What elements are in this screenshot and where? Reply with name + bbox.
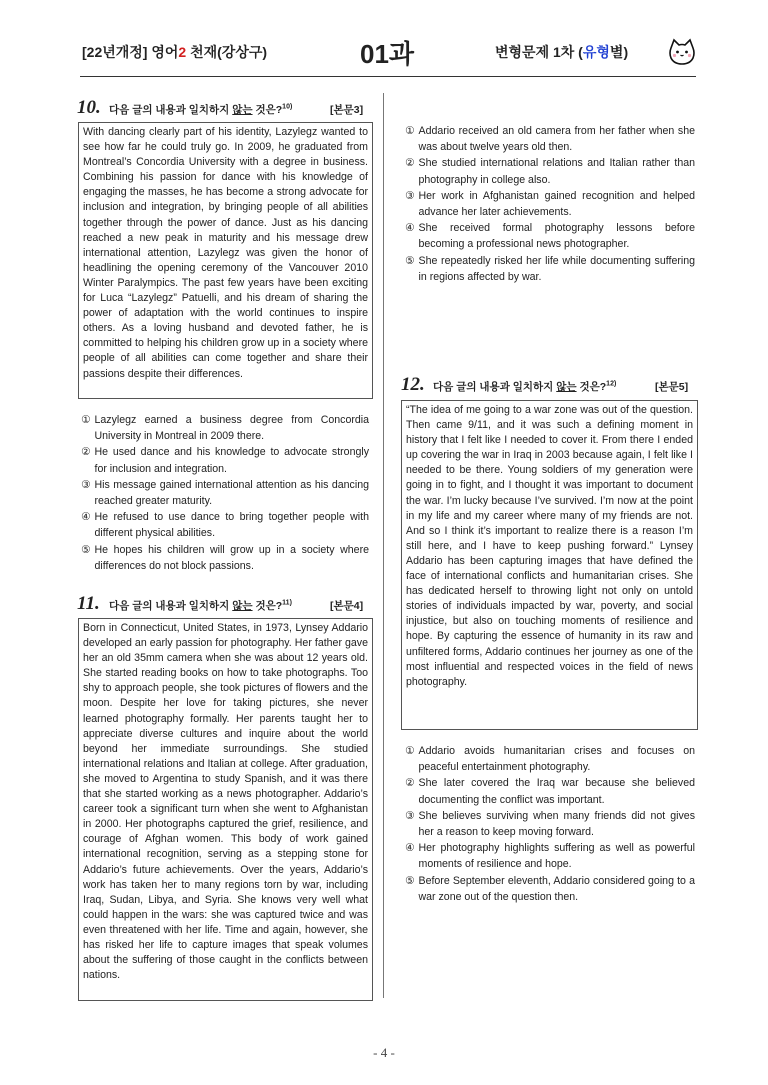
option-3[interactable] — [405, 808, 695, 840]
option-3[interactable] — [81, 477, 369, 509]
option-marker: ④ — [405, 842, 415, 855]
course-label-number: 2 — [178, 44, 187, 60]
question-11-heading — [77, 593, 377, 617]
option-text: Before September eleventh, Addario considered going to a war zone out of the question then. — [418, 874, 695, 903]
option-text: Addario avoids humanitarian crises and focuses on peaceful entertainment photography. — [418, 745, 695, 774]
prompt-pre: 다음 글의 내용과 일치하지 — [109, 600, 233, 612]
question-source: [본문4] — [330, 600, 364, 612]
option-marker: ① — [405, 125, 415, 137]
question-12-options — [405, 743, 695, 905]
question-prompt — [109, 102, 292, 117]
prompt-pre: 다음 글의 내용과 일치하지 — [433, 381, 557, 393]
course-label-pre: [22년개정] 영어 — [82, 44, 179, 60]
question-source: [본문3] — [330, 104, 364, 116]
option-2[interactable] — [405, 155, 695, 187]
option-text: Addario received an old camera from her father when she was about twelve years old then. — [418, 125, 695, 154]
course-label-post: 천재(강상구) — [186, 44, 268, 60]
option-text: Lazylegz earned a business degree from Concordia University in Montreal in 2009 there. — [94, 414, 369, 443]
option-marker: ① — [405, 745, 415, 757]
worksheet-type-pre: 변형문제 1차 ( — [495, 44, 583, 60]
prompt-pre: 다음 글의 내용과 일치하지 — [109, 104, 233, 116]
option-marker: ② — [405, 157, 415, 170]
prompt-post: 것은? — [576, 381, 607, 393]
option-5[interactable] — [405, 873, 695, 905]
option-text: He hopes his children will grow up in a society where differences do not block passions. — [94, 543, 369, 572]
option-5[interactable] — [81, 542, 369, 574]
option-marker: ① — [81, 414, 91, 426]
question-10-passage: With dancing clearly part of his identity, Lazylegz wanted to see how far he could truly go. In 2009, he graduated from Montreal’s Concordia University with a degree in business. Combining his passion for dance with his knowledge of engaging the masses, he has become a strong advocate for inclusion and integration, by bringing people of all abilities together through the power of dance. Just as his dancing reached a new peak in maturity and his message drew international attention, Lazylegz was given the honor of headlining the opening ceremony of the Vancouver 2010 Winter Paralympics. The past few years have been exciting for Luca “Lazylegz” Patuelli, and his dream of sharing the power of adaptation with the world continues to inspire others. As a loving husband and devoted father, he is committed to helping his children grow up in a society where people of all abilities can come together and share their passions despite their differences. — [78, 122, 373, 399]
prompt-underlined: 않는 — [232, 600, 253, 612]
question-prompt — [433, 379, 616, 394]
prompt-underlined: 않는 — [232, 104, 253, 116]
question-12-passage: “The idea of me going to a war zone was out of the question. Then came 9/11, and it was such a defining moment in history that I felt like I needed to cover it. From there I ended up covering the war in Iraq in 2003 because again, I felt like I needed to be there. Young soldiers of my generation were going in to fight, and I thought it was important to document the war. I’m lucky because I’ve survived. I’m now at the point in my life and my career where many of my friends are not. And so I think it’s important to realize there is a reason I’m still here, and I have to keep pushing forward.” Lynsey Addario has been capturing images that have defined the face of international conflicts and humanitarian crises. She has dedicated herself to throwing light not only on untold stories of individuals impacted by war, poverty, and social injustice, but also on touching moments of resilience and hope. By capturing the essence of humanity in its raw and unfiltered forms, Addario continues her journey as one of the most influential and respected voices in the field of news photography. — [401, 400, 698, 730]
question-prompt — [109, 598, 292, 613]
option-text: She later covered the Iraq war because she believed documenting the conflict was important. — [418, 777, 695, 806]
option-marker: ② — [405, 777, 415, 790]
option-marker: ⑤ — [81, 543, 91, 556]
option-1[interactable] — [405, 123, 695, 155]
option-4[interactable] — [405, 840, 695, 872]
option-3[interactable] — [405, 188, 695, 220]
option-marker: ③ — [81, 478, 91, 491]
page-number: - 4 - — [373, 1045, 395, 1060]
question-10-options — [81, 412, 369, 574]
option-4[interactable] — [81, 509, 369, 541]
option-text: His message gained international attention as his dancing reached greater maturity. — [94, 478, 369, 508]
option-text: She believes surviving when many friends did not gives her a reason to keep moving forward. — [418, 809, 695, 839]
option-text: He used dance and his knowledge to advocate strongly for inclusion and integration. — [94, 446, 369, 475]
question-11-passage: Born in Connecticut, United States, in 1973, Lynsey Addario developed an early passion for photography. Her father gave her an old 35mm camera when she was about 12 years old. She started reading books on how to take photographs. Too shy to approach people, she took pictures of flowers and the moon. Despite her love for taking pictures, she never learned photography formally. Her parents taught her to appreciate diverse cultures and inquire about the world beyond her immediate surroundings. She studied international relations and Italian at college. After graduation, she moved to Argentina to study Spanish, and it was there that she started working as a news photographer. Addario’s career took a significant turn when she went to Afghanistan in 2000. Her photographs captured the grief, resilience, and courage of Afghan women. This body of work gained international recognition, serving as a stepping stone for Addario’s future achievements. Over the years, Addario’s work has taken her to many regions torn by war, including Iraq, Sudan, Libya, and Syria. She knows very well what could happen in the wars: she was captured twice and was even threatened with her life. Time and again, however, she has risked her life to capture images that speak volumes about the suffering of those caught in the conflicts between nations. — [78, 618, 373, 1001]
option-marker: ④ — [405, 222, 415, 235]
worksheet-type-post: 별) — [609, 44, 629, 60]
option-marker: ⑤ — [405, 874, 415, 887]
question-number: 12. — [401, 374, 425, 395]
option-2[interactable] — [405, 775, 695, 807]
cat-face-icon — [666, 36, 698, 68]
option-marker: ③ — [405, 189, 415, 202]
prompt-post: 것은? — [252, 600, 283, 612]
worksheet-type-accent: 유형 — [582, 44, 610, 60]
option-4[interactable] — [405, 220, 695, 252]
option-marker: ② — [81, 446, 91, 459]
option-text: Her work in Afghanistan gained recognition and helped advance her later achievements. — [418, 189, 695, 219]
question-11-options — [405, 123, 695, 285]
column-divider — [383, 93, 384, 998]
option-text: She studied international relations and Italian rather than photography in college also. — [418, 157, 695, 186]
page-header — [0, 34, 768, 74]
footnote-ref: 12) — [606, 380, 617, 388]
lesson-title: 01과 — [360, 39, 415, 69]
option-text: She repeatedly risked her life while documenting suffering in regions affected by war. — [418, 254, 695, 283]
option-5[interactable] — [405, 253, 695, 285]
course-label — [82, 42, 267, 62]
option-marker: ③ — [405, 809, 415, 822]
option-marker: ⑤ — [405, 254, 415, 267]
question-number: 11. — [77, 593, 100, 614]
footnote-ref: 10) — [282, 103, 293, 111]
option-text: She received formal photography lessons before becoming a professional news photographer. — [418, 222, 695, 251]
footnote-ref: 11) — [282, 599, 292, 607]
option-1[interactable] — [405, 743, 695, 775]
option-text: He refused to use dance to bring together people with different physical abilities. — [94, 511, 369, 540]
question-number: 10. — [77, 97, 101, 118]
question-12-heading — [401, 374, 701, 398]
option-marker: ④ — [81, 511, 91, 524]
question-10-heading — [77, 97, 377, 121]
header-divider — [80, 76, 696, 77]
question-source: [본문5] — [655, 381, 689, 393]
option-2[interactable] — [81, 444, 369, 476]
option-1[interactable] — [81, 412, 369, 444]
option-text: Her photography highlights suffering as well as powerful moments of resilience and hope. — [418, 842, 695, 871]
prompt-underlined: 않는 — [556, 381, 577, 393]
prompt-post: 것은? — [252, 104, 283, 116]
worksheet-type — [495, 42, 628, 62]
